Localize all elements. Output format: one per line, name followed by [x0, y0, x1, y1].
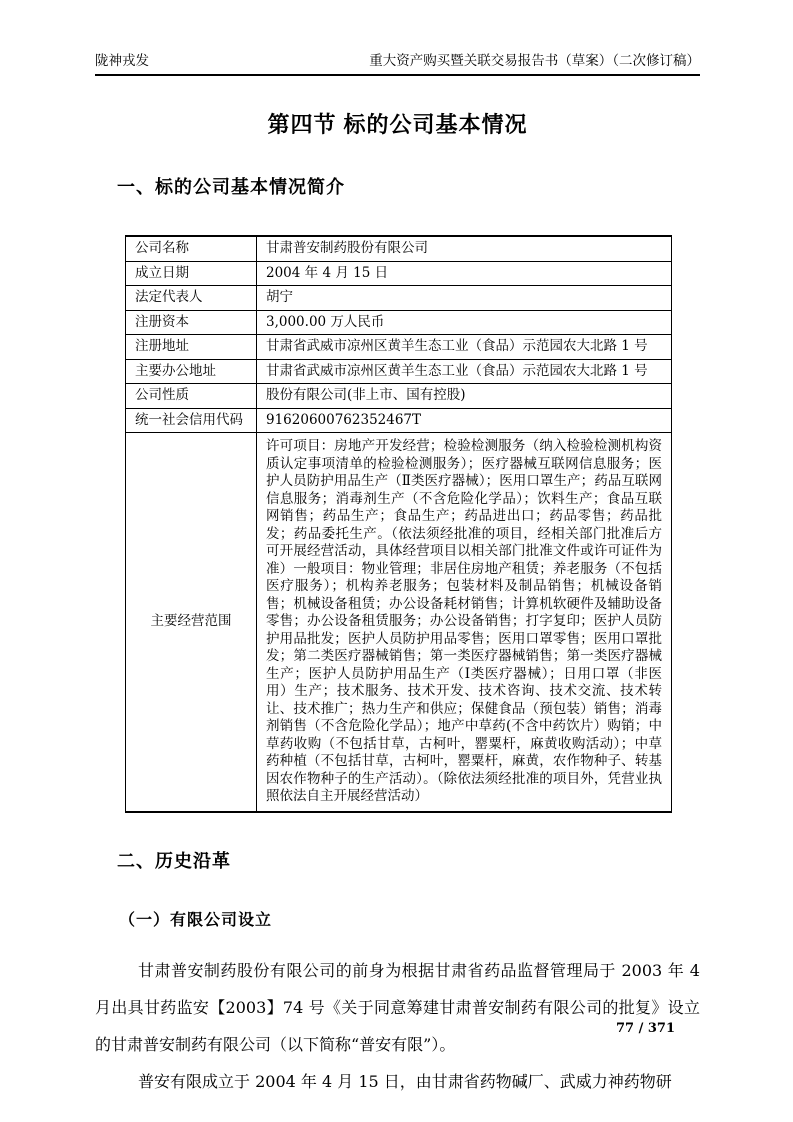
row-label: 主要办公地址: [126, 359, 257, 384]
table-row-company-name: [126, 236, 672, 261]
row-value: 股份有限公司(非上市、国有控股): [257, 384, 672, 409]
section-2-heading: 二、历史沿革: [117, 850, 231, 871]
table-row-establish-date: [126, 261, 672, 286]
row-value: 甘肃省武威市凉州区黄羊生态工业（食品）示范园农大北路 1 号: [257, 359, 672, 384]
row-label: 主要经营范围: [126, 433, 257, 812]
row-value: 甘肃普安制药股份有限公司: [257, 236, 672, 261]
row-label: 公司性质: [126, 384, 257, 409]
row-label: 注册地址: [126, 335, 257, 360]
table-row-registered-capital: [126, 310, 672, 335]
page-title: 第四节 标的公司基本情况: [267, 112, 528, 138]
row-value: 2004 年 4 月 15 日: [257, 261, 672, 286]
history-paragraph-1: 甘肃普安制药股份有限公司的前身为根据甘肃省药品监督管理局于 2003 年 4 月出具甘药监安【2003】74 号《关于同意筹建甘肃普安制药有限公司的批复》设立的甘肃普安制药有限公司（以下简称“普安有限”）。: [95, 960, 700, 1054]
table-row-credit-code: [126, 408, 672, 433]
table-row-office-address: [126, 359, 672, 384]
company-info-table: [125, 235, 672, 813]
row-label: 注册资本: [126, 310, 257, 335]
row-value: 许可项目：房地产开发经营；检验检测服务（纳入检验检测机构资质认定事项清单的检验检测服务）；医疗器械互联网信息服务；医护人员防护用品生产（Ⅱ类医疗器械）；医用口罩生产；药品互联网信息服务；消毒剂生产（不含危险化学品）；饮料生产；食品互联网销售；药品生产；食品生产；药品进出口；药品零售；药品批发；药品委托生产。（依法须经批准的项目，经相关部门批准后方可开展经营活动，具体经营项目以相关部门批准文件或许可证件为准）一般项目：物业管理；非居住房地产租赁；养老服务（不包括医疗服务）；机构养老服务；包装材料及制品销售；机械设备销售；机械设备租赁；办公设备耗材销售；计算机软硬件及辅助设备零售；办公设备租赁服务；办公设备销售；打字复印；医护人员防护用品批发；医护人员防护用品零售；医用口罩零售；医用口罩批发；第二类医疗器械销售；第一类医疗器械销售；第一类医疗器械生产；医护人员防护用品生产（Ⅰ类医疗器械）；日用口罩（非医用）生产；技术服务、技术开发、技术咨询、技术交流、技术转让、技术推广；热力生产和供应；保健食品（预包装）销售；消毒剂销售（不含危险化学品）；地产中草药(不含中药饮片）购销；中草药收购（不包括甘草，古柯叶，罂粟杆，麻黄收购活动）；中草药种植（不包括甘草，古柯叶，罂粟杆，麻黄，农作物种子、转基因农作物种子的生产活动）。（除依法须经批准的项目外，凭营业执照依法自主开展经营活动）: [257, 433, 672, 812]
section-1-heading: 一、标的公司基本情况简介: [117, 177, 345, 198]
page-header: [95, 53, 700, 76]
history-paragraph-2: 普安有限成立于 2004 年 4 月 15 日，由甘肃省药物碱厂、武威力神药物研: [138, 1071, 672, 1091]
row-value: 3,000.00 万人民币: [257, 310, 672, 335]
row-value: 91620600762352467T: [257, 408, 672, 433]
table-row-registered-address: [126, 335, 672, 360]
subsection-2-1-heading: （一）有限公司设立: [119, 911, 273, 929]
table-row-company-type: [126, 384, 672, 409]
row-label: 公司名称: [126, 236, 257, 261]
row-label: 法定代表人: [126, 286, 257, 311]
row-value: 甘肃省武威市凉州区黄羊生态工业（食品）示范园农大北路 1 号: [257, 335, 672, 360]
header-company-short-name: 陇神戎发: [95, 53, 149, 69]
row-value: 胡宁: [257, 286, 672, 311]
page-number: 77 / 371: [615, 1021, 675, 1036]
table-row-legal-representative: [126, 286, 672, 311]
header-report-title: 重大资产购买暨关联交易报告书（草案）（二次修订稿）: [369, 53, 700, 69]
row-label: 成立日期: [126, 261, 257, 286]
row-label: 统一社会信用代码: [126, 408, 257, 433]
table-row-business-scope: [126, 433, 672, 812]
